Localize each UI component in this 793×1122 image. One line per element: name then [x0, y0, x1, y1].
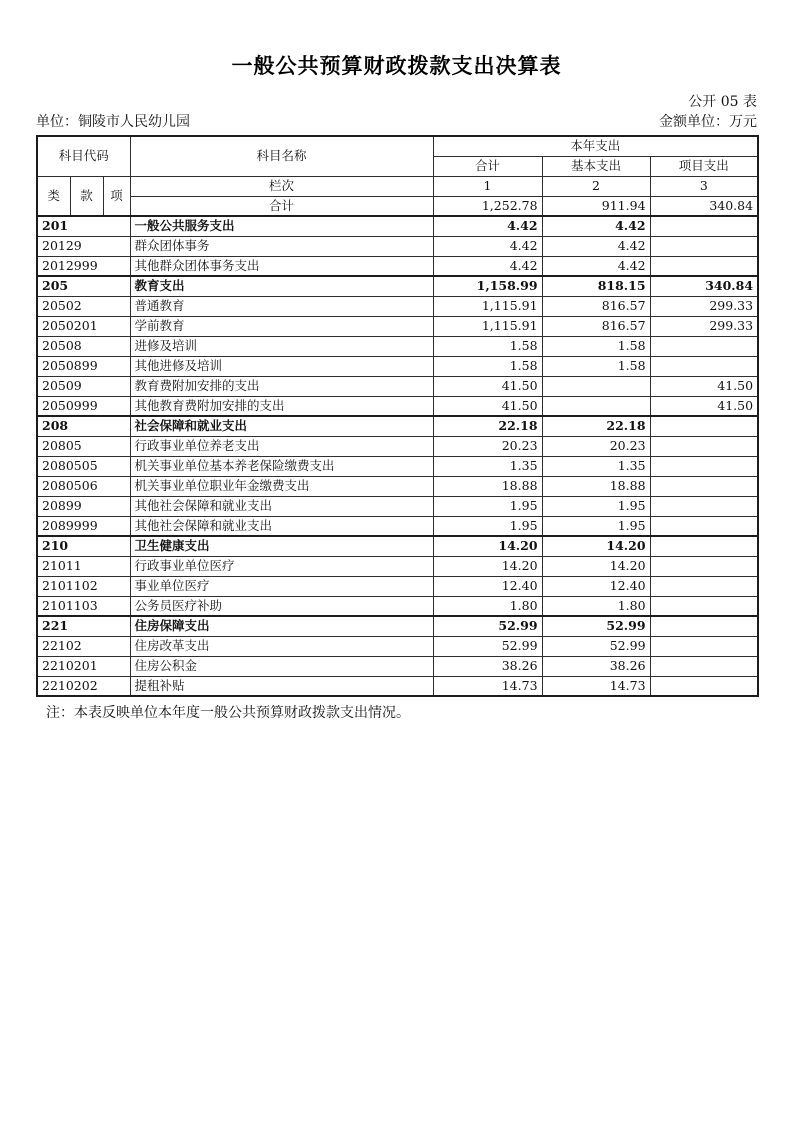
cell-basic-expenditure: 816.57 [542, 296, 650, 316]
cell-project-expenditure [650, 556, 758, 576]
cell-basic-expenditure: 14.20 [542, 556, 650, 576]
header-item: 项 [103, 176, 130, 216]
cell-total: 1.58 [433, 356, 542, 376]
cell-subject-code: 2050999 [37, 396, 130, 416]
cell-project-expenditure: 41.50 [650, 376, 758, 396]
cell-basic-expenditure: 1.95 [542, 496, 650, 516]
cell-subject-name: 其他群众团体事务支出 [130, 256, 433, 276]
cell-subject-code: 20502 [37, 296, 130, 316]
cell-basic-expenditure: 14.20 [542, 536, 650, 556]
table-row [37, 336, 758, 356]
cell-subject-name: 社会保障和就业支出 [130, 416, 433, 436]
cell-total: 1.95 [433, 496, 542, 516]
cell-total: 20.23 [433, 436, 542, 456]
cell-project-expenditure [650, 596, 758, 616]
cell-basic-expenditure: 14.73 [542, 676, 650, 696]
cell-subject-name: 行政事业单位医疗 [130, 556, 433, 576]
table-row [37, 276, 758, 296]
page-title: 一般公共预算财政拨款支出决算表 [231, 54, 562, 78]
table-row [37, 396, 758, 416]
cell-subject-code: 2089999 [37, 516, 130, 536]
grand-total-label: 合计 [130, 196, 433, 216]
header-column-index-2: 2 [542, 176, 650, 196]
cell-project-expenditure [650, 456, 758, 476]
table-row [37, 256, 758, 276]
cell-subject-name: 住房公积金 [130, 656, 433, 676]
cell-total: 1,115.91 [433, 296, 542, 316]
header-project: 项目支出 [650, 156, 758, 176]
cell-project-expenditure [650, 236, 758, 256]
cell-total: 14.20 [433, 556, 542, 576]
grand-total-value: 1,252.78 [433, 196, 542, 216]
cell-basic-expenditure [542, 376, 650, 396]
cell-basic-expenditure: 1.58 [542, 356, 650, 376]
cell-subject-code: 2210201 [37, 656, 130, 676]
cell-basic-expenditure: 52.99 [542, 636, 650, 656]
cell-subject-code: 2012999 [37, 256, 130, 276]
header-row-3 [37, 176, 758, 196]
cell-subject-name: 住房保障支出 [130, 616, 433, 636]
cell-subject-code: 22102 [37, 636, 130, 656]
cell-total: 14.20 [433, 536, 542, 556]
cell-project-expenditure: 299.33 [650, 316, 758, 336]
header-class: 类 [37, 176, 70, 216]
table-row [37, 436, 758, 456]
grand-total-basic: 911.94 [542, 196, 650, 216]
header-column-index-1: 1 [433, 176, 542, 196]
cell-subject-code: 20805 [37, 436, 130, 456]
grand-total-row [37, 196, 758, 216]
cell-subject-code: 2101102 [37, 576, 130, 596]
table-row [37, 616, 758, 636]
cell-basic-expenditure: 1.95 [542, 516, 650, 536]
table-body [37, 216, 758, 696]
table-row [37, 376, 758, 396]
cell-subject-code: 201 [37, 216, 130, 236]
table-row [37, 576, 758, 596]
table-row [37, 596, 758, 616]
table-row [37, 496, 758, 516]
table-row [37, 296, 758, 316]
cell-project-expenditure: 41.50 [650, 396, 758, 416]
header-column-index-3: 3 [650, 176, 758, 196]
cell-subject-name: 其他社会保障和就业支出 [130, 516, 433, 536]
cell-subject-code: 210 [37, 536, 130, 556]
table-row [37, 476, 758, 496]
cell-subject-code: 20129 [37, 236, 130, 256]
cell-subject-code: 20508 [37, 336, 130, 356]
cell-total: 52.99 [433, 636, 542, 656]
cell-project-expenditure [650, 536, 758, 556]
header-row-1 [37, 136, 758, 156]
cell-project-expenditure [650, 216, 758, 236]
cell-subject-code: 2101103 [37, 596, 130, 616]
cell-total: 1.35 [433, 456, 542, 476]
cell-project-expenditure [650, 256, 758, 276]
document-page [36, 0, 757, 722]
cell-total: 38.26 [433, 656, 542, 676]
cell-total: 1.80 [433, 596, 542, 616]
cell-subject-name: 一般公共服务支出 [130, 216, 433, 236]
cell-subject-name: 公务员医疗补助 [130, 596, 433, 616]
cell-subject-name: 住房改革支出 [130, 636, 433, 656]
cell-subject-code: 221 [37, 616, 130, 636]
cell-total: 4.42 [433, 216, 542, 236]
header-subject-name: 科目名称 [130, 136, 433, 176]
cell-basic-expenditure: 818.15 [542, 276, 650, 296]
cell-project-expenditure [650, 336, 758, 356]
cell-basic-expenditure: 4.42 [542, 236, 650, 256]
cell-project-expenditure [650, 416, 758, 436]
cell-subject-code: 2050201 [37, 316, 130, 336]
cell-basic-expenditure: 22.18 [542, 416, 650, 436]
cell-project-expenditure [650, 496, 758, 516]
header-current-year: 本年支出 [433, 136, 758, 156]
cell-subject-code: 21011 [37, 556, 130, 576]
cell-total: 52.99 [433, 616, 542, 636]
cell-subject-code: 2210202 [37, 676, 130, 696]
amount-unit: 金额单位：万元 [659, 114, 757, 130]
cell-subject-name: 事业单位医疗 [130, 576, 433, 596]
cell-subject-name: 行政事业单位养老支出 [130, 436, 433, 456]
cell-total: 1.58 [433, 336, 542, 356]
cell-project-expenditure [650, 576, 758, 596]
table-row [37, 656, 758, 676]
cell-project-expenditure [650, 616, 758, 636]
cell-total: 1.95 [433, 516, 542, 536]
cell-subject-code: 20509 [37, 376, 130, 396]
cell-subject-name: 机关事业单位职业年金缴费支出 [130, 476, 433, 496]
table-row [37, 216, 758, 236]
cell-project-expenditure: 340.84 [650, 276, 758, 296]
cell-basic-expenditure: 52.99 [542, 616, 650, 636]
cell-subject-code: 2080505 [37, 456, 130, 476]
cell-basic-expenditure: 1.35 [542, 456, 650, 476]
cell-total: 1,158.99 [433, 276, 542, 296]
cell-basic-expenditure: 20.23 [542, 436, 650, 456]
table-row [37, 416, 758, 436]
cell-basic-expenditure: 1.80 [542, 596, 650, 616]
cell-subject-name: 教育支出 [130, 276, 433, 296]
table-row [37, 676, 758, 696]
cell-total: 12.40 [433, 576, 542, 596]
cell-subject-name: 机关事业单位基本养老保险缴费支出 [130, 456, 433, 476]
table-row [37, 316, 758, 336]
cell-basic-expenditure: 38.26 [542, 656, 650, 676]
cell-subject-name: 其他进修及培训 [130, 356, 433, 376]
cell-subject-name: 提租补贴 [130, 676, 433, 696]
table-row [37, 556, 758, 576]
cell-total: 1,115.91 [433, 316, 542, 336]
cell-basic-expenditure: 4.42 [542, 216, 650, 236]
table-number: 公开 05 表 [688, 94, 757, 110]
header-column-index-label: 栏次 [130, 176, 433, 196]
header-total: 合计 [433, 156, 542, 176]
cell-basic-expenditure: 12.40 [542, 576, 650, 596]
cell-subject-code: 208 [37, 416, 130, 436]
cell-subject-name: 群众团体事务 [130, 236, 433, 256]
cell-subject-name: 卫生健康支出 [130, 536, 433, 556]
cell-project-expenditure [650, 676, 758, 696]
cell-subject-name: 学前教育 [130, 316, 433, 336]
cell-total: 18.88 [433, 476, 542, 496]
table-row [37, 536, 758, 556]
cell-basic-expenditure: 18.88 [542, 476, 650, 496]
cell-total: 41.50 [433, 376, 542, 396]
cell-project-expenditure [650, 636, 758, 656]
cell-basic-expenditure: 816.57 [542, 316, 650, 336]
cell-basic-expenditure [542, 396, 650, 416]
cell-project-expenditure [650, 516, 758, 536]
cell-project-expenditure [650, 436, 758, 456]
cell-subject-name: 其他教育费附加安排的支出 [130, 396, 433, 416]
cell-subject-name: 普通教育 [130, 296, 433, 316]
unit-name: 单位：铜陵市人民幼儿园 [36, 114, 190, 130]
cell-total: 41.50 [433, 396, 542, 416]
cell-subject-name: 进修及培训 [130, 336, 433, 356]
cell-subject-code: 20899 [37, 496, 130, 516]
cell-subject-name: 其他社会保障和就业支出 [130, 496, 433, 516]
header-section: 款 [70, 176, 103, 216]
cell-total: 14.73 [433, 676, 542, 696]
table-row [37, 236, 758, 256]
cell-total: 4.42 [433, 256, 542, 276]
cell-total: 4.42 [433, 236, 542, 256]
header-subject-code: 科目代码 [37, 136, 130, 176]
cell-subject-code: 2050899 [37, 356, 130, 376]
footnote: 注：本表反映单位本年度一般公共预算财政拨款支出情况。 [46, 705, 410, 721]
cell-subject-code: 2080506 [37, 476, 130, 496]
cell-project-expenditure: 299.33 [650, 296, 758, 316]
table-row [37, 456, 758, 476]
cell-project-expenditure [650, 656, 758, 676]
cell-project-expenditure [650, 476, 758, 496]
unit-line [36, 113, 757, 131]
grand-total-project: 340.84 [650, 196, 758, 216]
expenditure-table [36, 135, 759, 697]
cell-total: 22.18 [433, 416, 542, 436]
header-basic: 基本支出 [542, 156, 650, 176]
cell-basic-expenditure: 4.42 [542, 256, 650, 276]
cell-project-expenditure [650, 356, 758, 376]
cell-subject-code: 205 [37, 276, 130, 296]
cell-basic-expenditure: 1.58 [542, 336, 650, 356]
table-row [37, 356, 758, 376]
cell-subject-name: 教育费附加安排的支出 [130, 376, 433, 396]
table-row [37, 636, 758, 656]
table-row [37, 516, 758, 536]
